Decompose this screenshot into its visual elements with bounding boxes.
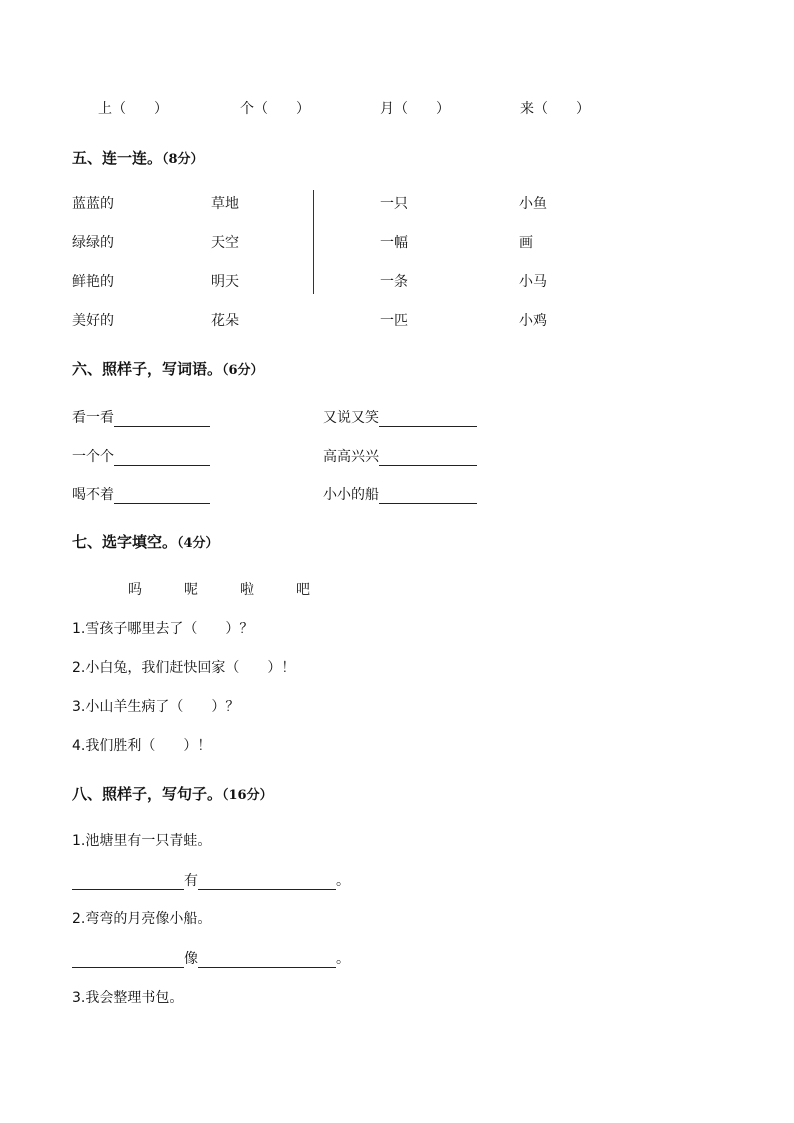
char-blank-2: 个（ ）: [240, 101, 310, 117]
section-6-heading: [72, 359, 264, 381]
match-left-word: 美好的: [72, 313, 114, 329]
fill-question: 1.雪孩子哪里去了（ ）？: [72, 621, 254, 637]
pattern-example: 喝不着: [72, 487, 114, 503]
match-object: 画: [519, 235, 533, 251]
answer-blank[interactable]: [198, 875, 336, 890]
pattern-example: 小小的船: [323, 487, 379, 503]
match-measure-word: 一条: [380, 274, 408, 290]
match-object: 小鸡: [519, 313, 547, 329]
answer-blank[interactable]: [379, 451, 477, 466]
answer-blank[interactable]: [72, 953, 184, 968]
section-score: （16分）: [222, 788, 273, 803]
match-object: 小鱼: [519, 196, 547, 212]
match-noun: 明天: [211, 274, 239, 290]
divider-line: [313, 190, 314, 294]
word-pattern-item: [323, 448, 477, 466]
answer-blank[interactable]: [114, 489, 210, 504]
section-title: 八、照样子，写句子。: [72, 785, 223, 803]
pattern-example: 又说又笑: [323, 410, 379, 426]
section-score: （6分）: [222, 363, 264, 378]
pattern-example: 一个个: [72, 449, 114, 465]
char-blank-4: 来（ ）: [520, 101, 590, 117]
match-noun: 天空: [211, 235, 239, 251]
answer-blank[interactable]: [114, 412, 210, 427]
fill-question: 4.我们胜利（ ）！: [72, 738, 212, 754]
fill-question: 2.小白兔，我们赶快回家（ ）！: [72, 660, 296, 676]
answer-blank[interactable]: [379, 412, 477, 427]
example-sentence: 1.池塘里有一只青蛙。: [72, 833, 212, 849]
option-word: 吧: [296, 582, 310, 598]
sentence-end: 。: [336, 951, 350, 967]
section-5-heading: [72, 148, 204, 170]
answer-blank[interactable]: [379, 489, 477, 504]
match-measure-word: 一只: [380, 196, 408, 212]
pattern-example: 看一看: [72, 410, 114, 426]
match-object: 小马: [519, 274, 547, 290]
word-pattern-item: [323, 486, 477, 504]
match-measure-word: 一匹: [380, 313, 408, 329]
pattern-word: 像: [184, 951, 198, 967]
match-left-word: 蓝蓝的: [72, 196, 114, 212]
fill-question: 3.小山羊生病了（ ）？: [72, 699, 240, 715]
option-word: 吗: [128, 582, 142, 598]
sentence-end: 。: [336, 873, 350, 889]
section-score: （4分）: [177, 536, 219, 551]
word-pattern-item: [72, 409, 210, 427]
sentence-pattern-line: [72, 872, 350, 890]
char-blank-3: 月（ ）: [380, 101, 450, 117]
word-pattern-item: [72, 486, 210, 504]
answer-blank[interactable]: [114, 451, 210, 466]
section-title: 六、照样子，写词语。: [72, 360, 223, 378]
pattern-example: 高高兴兴: [323, 449, 379, 465]
section-score: （8分）: [162, 152, 204, 167]
section-title: 七、选字填空。: [72, 533, 178, 551]
match-noun: 草地: [211, 196, 239, 212]
example-sentence: 3.我会整理书包。: [72, 990, 184, 1006]
match-left-word: 绿绿的: [72, 235, 114, 251]
answer-blank[interactable]: [72, 875, 184, 890]
section-7-heading: [72, 532, 219, 554]
sentence-pattern-line: [72, 950, 350, 968]
char-blank-1: 上（ ）: [98, 101, 168, 117]
section-title: 五、连一连。: [72, 149, 163, 167]
word-pattern-item: [72, 448, 210, 466]
option-word: 呢: [184, 582, 198, 598]
match-noun: 花朵: [211, 313, 239, 329]
example-sentence: 2.弯弯的月亮像小船。: [72, 911, 212, 927]
section-8-heading: [72, 784, 273, 806]
pattern-word: 有: [184, 873, 198, 889]
match-measure-word: 一幅: [380, 235, 408, 251]
answer-blank[interactable]: [198, 953, 336, 968]
match-left-word: 鲜艳的: [72, 274, 114, 290]
option-word: 啦: [240, 582, 254, 598]
word-pattern-item: [323, 409, 477, 427]
